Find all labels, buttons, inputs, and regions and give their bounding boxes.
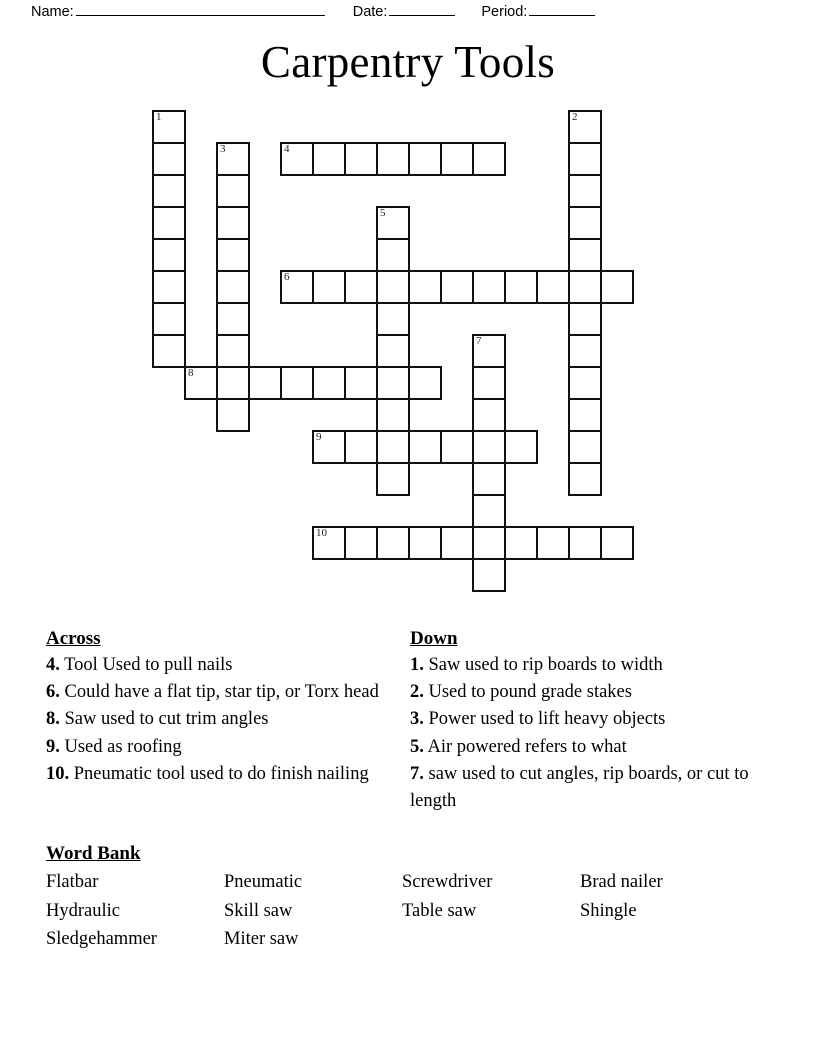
crossword-cell[interactable] [216, 174, 250, 208]
crossword-cell[interactable] [408, 142, 442, 176]
crossword-cell[interactable] [216, 270, 250, 304]
clue-text: Power used to lift heavy objects [423, 709, 666, 730]
crossword-cell[interactable] [472, 430, 506, 464]
crossword-cell[interactable] [376, 366, 410, 400]
cell-number: 5 [380, 207, 386, 219]
crossword-cell[interactable] [408, 366, 442, 400]
crossword-cell[interactable] [376, 462, 410, 496]
crossword-cell[interactable] [568, 366, 602, 400]
clue-number: 4. [46, 655, 60, 675]
crossword-cell[interactable] [472, 334, 506, 368]
clue-number: 2. [410, 682, 424, 703]
crossword-cell[interactable] [568, 462, 602, 496]
crossword-cell[interactable] [472, 462, 506, 496]
down-heading: Down [410, 628, 458, 649]
crossword-cell[interactable] [568, 238, 602, 272]
clue-number: 10. [46, 763, 70, 784]
crossword-cell[interactable] [472, 270, 506, 304]
crossword-cell[interactable] [152, 270, 186, 304]
word-bank-grid [46, 868, 776, 954]
crossword-cell[interactable] [344, 270, 378, 304]
crossword-cell[interactable] [568, 398, 602, 432]
crossword-cell[interactable] [152, 238, 186, 272]
across-clue-list [46, 652, 394, 788]
crossword-cell[interactable] [536, 270, 570, 304]
crossword-cell[interactable] [568, 206, 602, 240]
crossword-cell[interactable] [216, 142, 250, 176]
crossword-cell[interactable] [152, 110, 186, 144]
crossword-cell[interactable] [568, 430, 602, 464]
clue-text: Pneumatic tool used to do finish nailing [69, 763, 369, 784]
clue-number: 8. [46, 709, 60, 730]
crossword-cell[interactable] [216, 238, 250, 272]
down-clue [410, 761, 758, 815]
crossword-cell[interactable] [344, 366, 378, 400]
crossword-cell[interactable] [280, 270, 314, 304]
crossword-cell[interactable] [312, 366, 346, 400]
crossword-cell[interactable] [440, 430, 474, 464]
crossword-cell[interactable] [568, 142, 602, 176]
crossword-cell[interactable] [216, 206, 250, 240]
crossword-cell[interactable] [152, 206, 186, 240]
crossword-cell[interactable] [152, 174, 186, 208]
cell-number: 9 [316, 431, 322, 443]
date-label: Date: [352, 4, 388, 20]
clue-text: Tool Used to pull nails [59, 655, 233, 675]
cell-number: 6 [284, 271, 290, 283]
crossword-cell[interactable] [568, 270, 602, 304]
crossword-cell[interactable] [440, 142, 474, 176]
cell-number: 4 [284, 143, 290, 155]
clue-text: saw used to cut angles, rip boards, or cut to length [410, 763, 749, 811]
crossword-cell[interactable] [568, 302, 602, 336]
clues-section [46, 628, 776, 815]
crossword-cell[interactable] [504, 526, 538, 560]
clue-number: 9. [46, 736, 60, 757]
crossword-cell[interactable] [376, 398, 410, 432]
crossword-cell[interactable] [376, 526, 410, 560]
crossword-cell[interactable] [312, 270, 346, 304]
word-bank-empty [580, 925, 758, 954]
across-clue [46, 679, 394, 706]
crossword-cell[interactable] [408, 430, 442, 464]
crossword-cell[interactable] [408, 270, 442, 304]
crossword-cell[interactable] [568, 174, 602, 208]
word-bank-word[interactable]: Brad nailer [580, 872, 663, 892]
crossword-cell[interactable] [312, 430, 346, 464]
crossword-cell[interactable] [536, 526, 570, 560]
word-bank-word[interactable]: Flatbar [46, 872, 99, 892]
crossword-cell[interactable] [344, 142, 378, 176]
clue-number: 3. [410, 709, 424, 730]
crossword-cell[interactable] [568, 110, 602, 144]
cell-number: 8 [188, 367, 194, 379]
clue-text: Saw used to cut trim angles [59, 709, 269, 730]
clue-text: Used as roofing [59, 736, 182, 757]
crossword-cell[interactable] [376, 270, 410, 304]
period-label: Period: [481, 4, 528, 20]
word-bank-section [46, 843, 776, 954]
crossword-cell[interactable] [184, 366, 218, 400]
cell-number: 7 [476, 335, 482, 347]
crossword-cell[interactable] [440, 270, 474, 304]
crossword-cell[interactable] [216, 334, 250, 368]
name-label: Name: [31, 4, 74, 20]
crossword-cell[interactable] [568, 526, 602, 560]
clue-number: 6. [46, 682, 60, 703]
crossword-cell[interactable] [216, 302, 250, 336]
crossword-cell[interactable] [280, 366, 314, 400]
word-bank-word[interactable]: Shingle [580, 900, 637, 921]
crossword-cell[interactable] [376, 142, 410, 176]
crossword-cell[interactable] [408, 526, 442, 560]
crossword-cell[interactable] [376, 206, 410, 240]
crossword-cell[interactable] [344, 526, 378, 560]
crossword-cell[interactable] [376, 238, 410, 272]
crossword-cell[interactable] [152, 334, 186, 368]
clue-text: Used to pound grade stakes [423, 682, 632, 703]
cell-number: 1 [156, 111, 162, 123]
cell-number: 2 [572, 111, 578, 123]
page-title: Carpentry Tools [260, 37, 556, 87]
crossword-cell[interactable] [280, 142, 314, 176]
word-bank-empty [402, 925, 580, 954]
across-column [46, 628, 394, 815]
crossword-cell[interactable] [472, 366, 506, 400]
clue-number: 5. [410, 736, 424, 757]
word-bank-word[interactable]: Miter saw [224, 929, 299, 950]
word-bank-word[interactable]: Table saw [402, 900, 477, 921]
crossword-cell[interactable] [600, 526, 634, 560]
down-clue [410, 652, 758, 679]
crossword-cell[interactable] [312, 526, 346, 560]
crossword-cell[interactable] [376, 430, 410, 464]
crossword-cell[interactable] [472, 558, 506, 592]
crossword-cell[interactable] [376, 302, 410, 336]
across-heading: Across [46, 628, 101, 649]
word-bank-word[interactable]: Skill saw [224, 900, 293, 921]
crossword-cell[interactable] [472, 398, 506, 432]
crossword-cell[interactable] [152, 142, 186, 176]
down-clue [410, 679, 758, 706]
crossword-cell[interactable] [344, 430, 378, 464]
crossword-cell[interactable] [152, 302, 186, 336]
word-bank-word[interactable]: Screwdriver [402, 872, 493, 892]
crossword-cell[interactable] [248, 366, 282, 400]
down-clue [410, 706, 758, 733]
word-bank-heading: Word Bank [46, 843, 141, 864]
crossword-cell[interactable] [504, 270, 538, 304]
clue-text: Could have a flat tip, star tip, or Torx head [59, 682, 379, 703]
crossword-cell[interactable] [472, 494, 506, 528]
cell-number: 3 [220, 143, 226, 155]
crossword-cell[interactable] [440, 526, 474, 560]
cell-number: 10 [316, 527, 327, 539]
crossword-cell[interactable] [312, 142, 346, 176]
clue-text: Air powered refers to what [423, 736, 627, 757]
across-clue [46, 734, 394, 761]
crossword-cell[interactable] [600, 270, 634, 304]
down-clue [410, 734, 758, 761]
clue-number: 7. [410, 763, 424, 784]
clue-text: Saw used to rip boards to width [423, 655, 663, 675]
across-clue [46, 761, 394, 788]
crossword-cell[interactable] [472, 526, 506, 560]
down-column [410, 628, 758, 815]
crossword-cell[interactable] [216, 366, 250, 400]
crossword-cell[interactable] [504, 430, 538, 464]
clue-number: 1. [410, 655, 424, 675]
crossword-cell[interactable] [216, 398, 250, 432]
down-clue-list [410, 652, 758, 815]
crossword-cell[interactable] [472, 142, 506, 176]
across-clue [46, 706, 394, 733]
crossword-cell[interactable] [568, 334, 602, 368]
word-bank-word[interactable]: Hydraulic [46, 900, 120, 921]
across-clue [46, 652, 394, 679]
word-bank-word[interactable]: Pneumatic [224, 872, 303, 892]
word-bank-word[interactable]: Sledgehammer [46, 929, 157, 950]
crossword-cell[interactable] [376, 334, 410, 368]
